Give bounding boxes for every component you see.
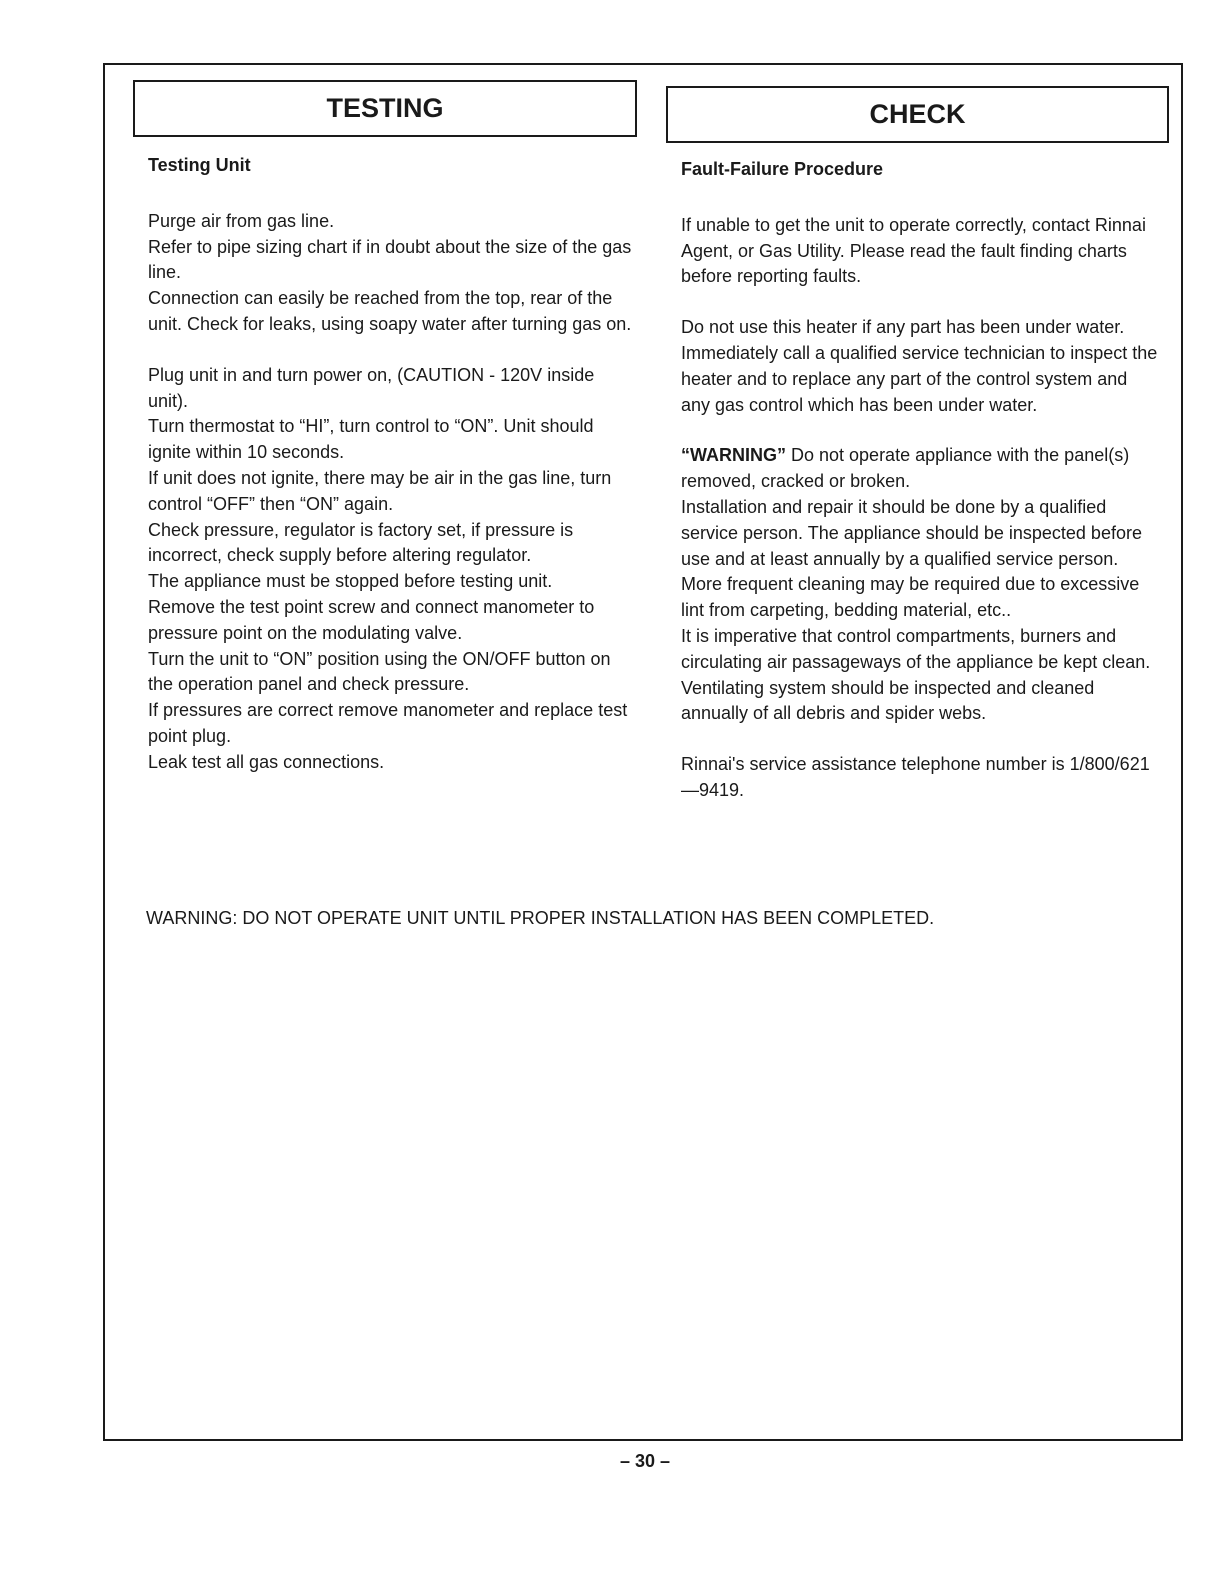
testing-line: If pressures are correct remove manometer and replace test point plug. [148, 700, 628, 746]
check-paragraph: Do not use this heater if any part has been under water. Immediately call a qualified service technician to inspect the heater and to replace any part of the control system and any gas control which has been under water. [681, 317, 1158, 415]
testing-line: Refer to pipe sizing chart if in doubt about the size of the gas line. [148, 236, 632, 283]
check-line: It is imperative that control compartments, burners and circulating air passageways of the appliance be kept clean. Ventilating system should be inspected and cleaned annually of all debris and spider webs. [681, 625, 1151, 724]
testing-line: The appliance must be stopped before testing unit. [148, 571, 553, 592]
testing-line: Check pressure, regulator is factory set, if pressure is incorrect, check supply before altering regulator. [148, 519, 574, 566]
testing-line: Leak test all gas connections. [148, 751, 385, 772]
check-line: More frequent cleaning may be required due to excessive lint from carpeting, bedding material, etc.. [681, 574, 1140, 621]
warning-paragraph [681, 443, 1161, 495]
testing-line: If unit does not ignite, there may be air in the gas line, turn control “OFF” then “ON” again. [148, 467, 612, 514]
check-column [681, 157, 1161, 804]
testing-heading: TESTING [133, 80, 637, 137]
testing-subheading: Testing Unit [148, 155, 251, 175]
testing-line: Turn thermostat to “HI”, turn control to “ON”. Unit should ignite within 10 seconds. [148, 416, 594, 463]
warning-text: Do not operate appliance with the panel(s) removed, cracked or broken. [681, 445, 1130, 492]
page-number: – 30 – [619, 1451, 671, 1471]
check-paragraph: If unable to get the unit to operate correctly, contact Rinnai Agent, or Gas Utility. Please read the fault finding charts before reporting faults. [681, 214, 1146, 287]
testing-line: Remove the test point screw and connect manometer to pressure point on the modulating valve. [148, 596, 595, 643]
service-phone-text: Rinnai's service assistance telephone number is 1/800/621—9419. [681, 754, 1150, 800]
check-heading: CHECK [666, 86, 1169, 143]
testing-line: Plug unit in and turn power on, (CAUTION - 120V inside unit). [148, 364, 595, 411]
testing-line: Purge air from gas line. [148, 210, 335, 231]
testing-column [148, 153, 638, 776]
check-line: Installation and repair it should be done by a qualified service person. The appliance should be inspected before use and at least annually by a qualified service person. [681, 496, 1142, 569]
check-subheading: Fault-Failure Procedure [681, 159, 884, 179]
testing-line: Connection can easily be reached from the top, rear of the unit. Check for leaks, using soapy water after turning gas on. [148, 288, 632, 334]
warning-label: “WARNING” [681, 445, 786, 466]
installation-warning: WARNING: DO NOT OPERATE UNIT UNTIL PROPER INSTALLATION HAS BEEN COMPLETED. [146, 908, 935, 928]
testing-line: Turn the unit to “ON” position using the ON/OFF button on the operation panel and check pressure. [148, 648, 611, 695]
